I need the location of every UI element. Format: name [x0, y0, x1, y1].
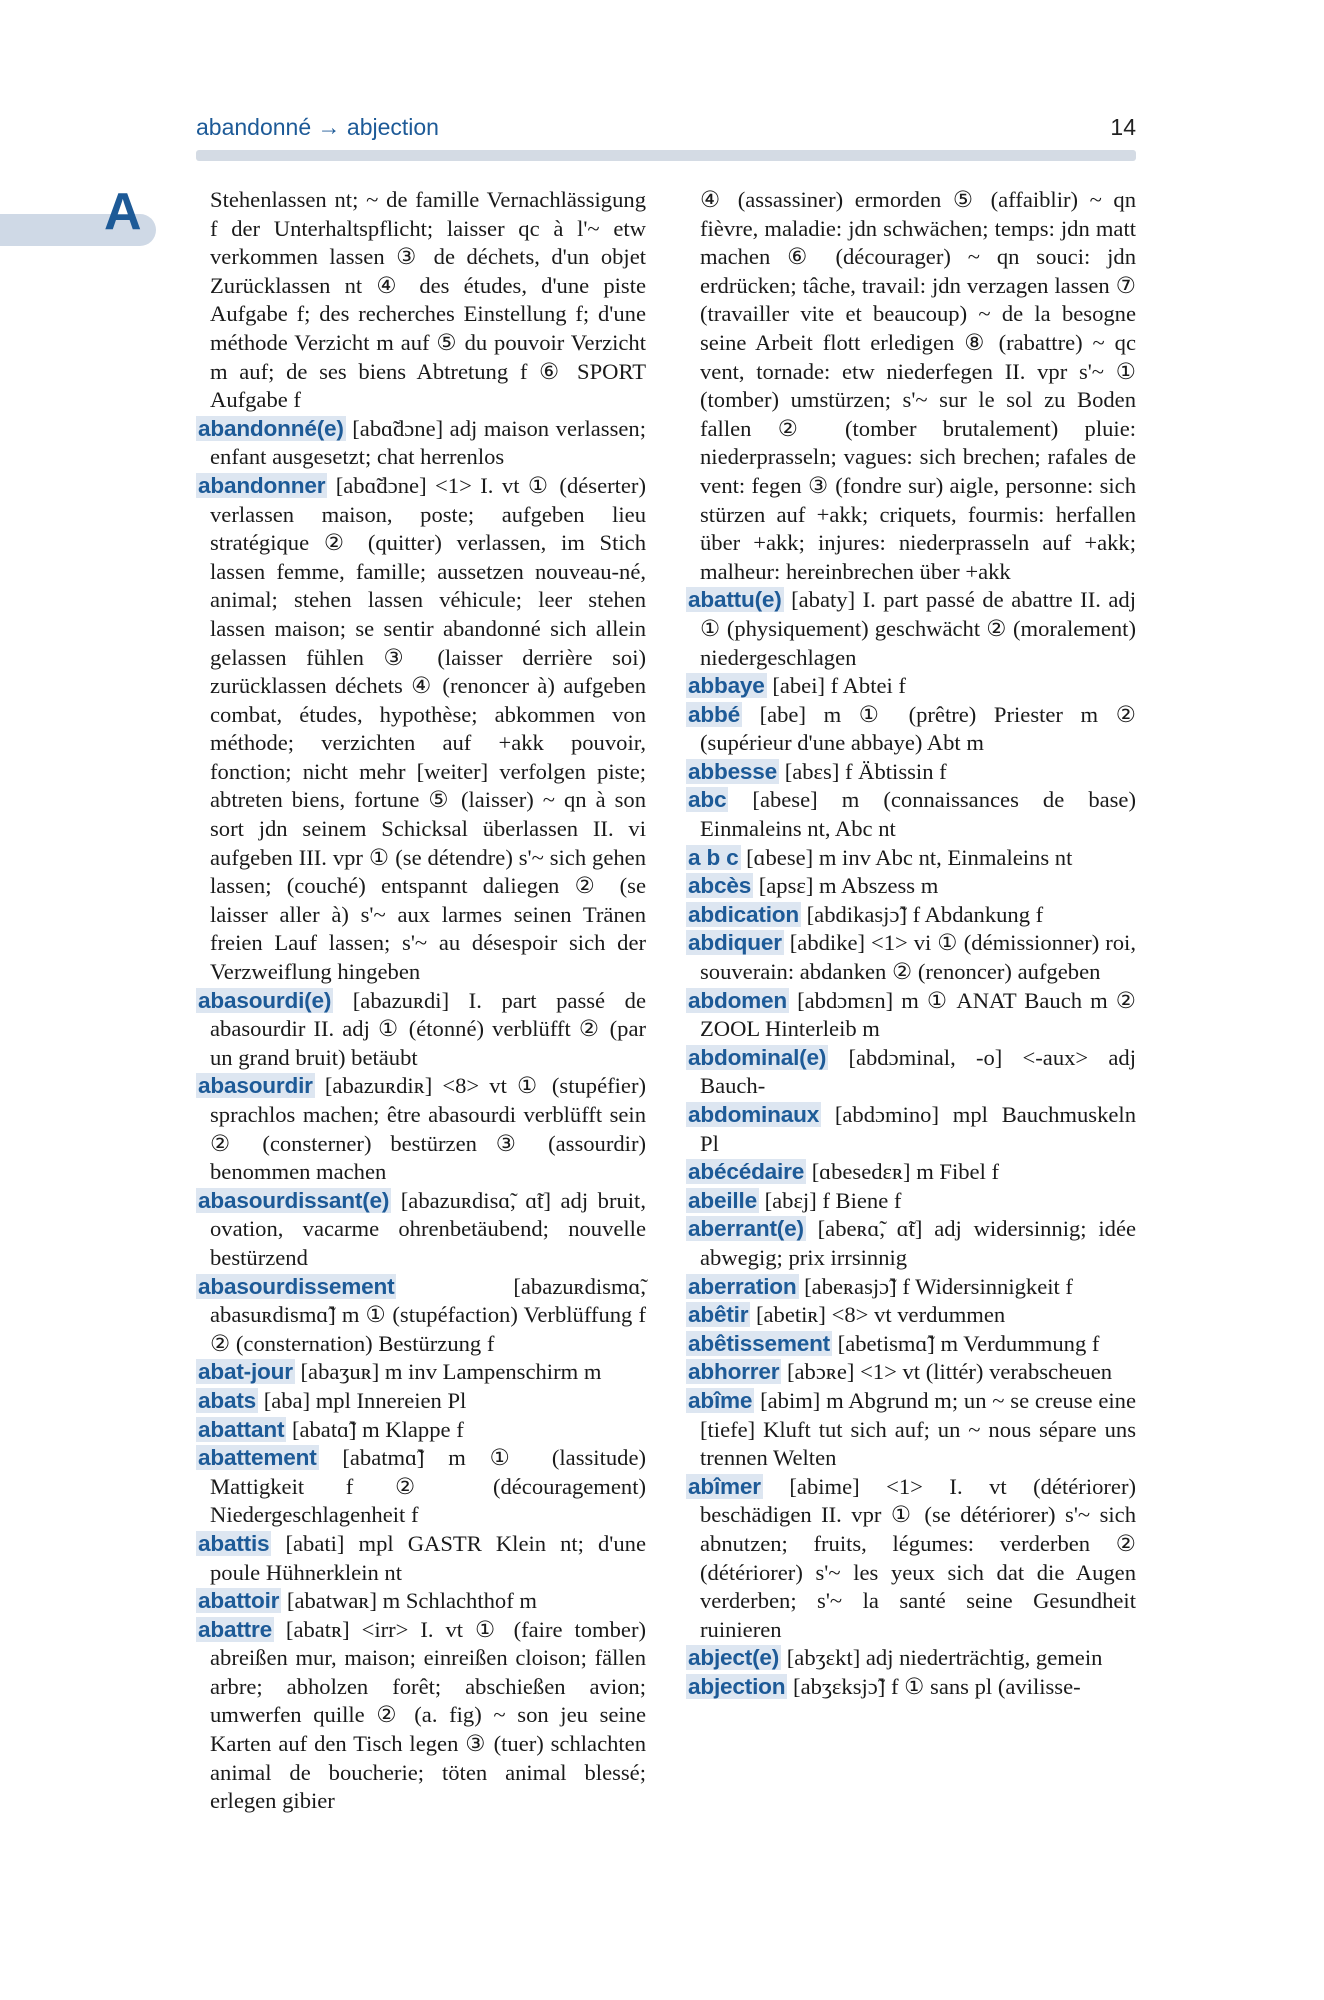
entry-definition: [abdɔmɛn] m ① ANAT Bauch m ② ZOOL Hinterleib m — [700, 987, 1136, 1042]
dictionary-entry — [686, 1644, 1136, 1673]
dictionary-entry — [196, 1616, 646, 1816]
dictionary-entry — [686, 786, 1136, 843]
entry-definition: [abʒɛksjɔ̃] f ① sans pl (avilisse- — [793, 1673, 1081, 1699]
entry-headword: abattement — [198, 1445, 317, 1471]
dictionary-entry — [686, 1187, 1136, 1216]
dictionary-entry — [196, 1587, 646, 1616]
entry-definition: [abɛj] f Biene f — [764, 1187, 902, 1213]
entry-headword: abhorrer — [688, 1359, 780, 1385]
entry-definition: [abime] <1> I. vt (détériorer) beschädigen II. vpr ① (se détériorer) s'~ sich abnutzen; fruits, légumes: verderben ② (détériorer) s'~ les yeux sich dat die Augen verderben; s'~ la santé seine Gesundheit ruinieren — [700, 1473, 1136, 1642]
entry-headword: abasourdir — [198, 1073, 313, 1099]
dictionary-entry — [686, 1330, 1136, 1359]
entry-definition: [abaty] I. part passé de abattre II. adj ① (physiquement) geschwächt ② (moralement) niedergeschlagen — [700, 587, 1136, 670]
entry-definition: [ɑbese] m inv Abc nt, Einmaleins nt — [746, 844, 1073, 870]
entry-definition: [abdikasjɔ̃] f Abdankung f — [806, 901, 1044, 927]
dictionary-entry — [686, 987, 1136, 1044]
entry-definition: [abɑ̃dɔne] adj maison verlassen; enfant ausgesetzt; chat herrenlos — [210, 415, 646, 470]
guide-words: abandonné → abjection — [196, 114, 439, 140]
dictionary-entry — [196, 186, 646, 415]
entry-headword: abjection — [688, 1673, 786, 1699]
entry-headword: aberrant(e) — [688, 1216, 804, 1242]
dictionary-entry — [686, 1387, 1136, 1473]
entry-definition: [abatmɑ̃] m ① (lassitude) Mattigkeit f ② (découragement) Niedergeschlagenheit f — [210, 1445, 646, 1528]
entry-definition: [abaʒuʀ] m inv Lampenschirm m — [300, 1359, 602, 1385]
dictionary-entry — [686, 1301, 1136, 1330]
entry-definition: [abim] m Abgrund m; un ~ se creuse eine [tiefe] Kluft tut sich auf; un ~ nous sépare uns trennen Welten — [700, 1387, 1136, 1471]
entry-definition: [apsɛ] m Abszess m — [758, 873, 939, 899]
page-number: 14 — [1110, 114, 1136, 140]
entry-definition: ④ (assassiner) ermorden ⑤ (affaiblir) ~ qn fièvre, maladie: jdn schwächen; temps: jdn matt machen ⑥ (décourager) ~ qn souci: jdn erdrücken; tâche, travail: jdn verzagen lassen ⑦ (travailler vite et beaucoup) ~ de la besogne seine Arbeit flott erledigen ⑧ (rabattre) ~ qc vent, tornade: etw niederfegen II. vpr s'~ ① (tomber) umstürzen; s'~ sur le sol zu Boden fallen ② (tomber brutalement) pluie: niederprasseln; vagues: sich brechen; rafales de vent: fegen ③ (fondre sur) aigle, personne: sich stürzen auf +akk; criquets, fourmis: herfallen über +akk; injures: niederprasseln auf +akk; malheur: hereinbrechen über +akk — [700, 187, 1136, 584]
entry-headword: abdominal(e) — [688, 1044, 827, 1070]
entry-definition: [abdɔmino] mpl Bauchmuskeln Pl — [700, 1102, 1136, 1156]
entry-headword: abécédaire — [688, 1159, 805, 1185]
dictionary-entry — [686, 1044, 1136, 1101]
entry-definition: Stehenlassen nt; ~ de famille Vernachlässigung f der Unterhaltspflicht; laisser qc à l'~ etw verkommen lassen ③ de déchets, d'un objet Zurücklassen nt ④ des études, d'une piste Aufgabe f; des recherches Einstellung f; d'une méthode Verzicht m auf ⑤ du pouvoir Verzicht m auf; de ses biens Abtretung f ⑥ SPORT Aufgabe f — [210, 187, 646, 413]
entry-headword: abject(e) — [688, 1645, 780, 1671]
entry-headword: abdication — [688, 901, 799, 927]
entry-headword: abêtissement — [688, 1330, 831, 1356]
left-column — [196, 186, 646, 1816]
entry-headword: abdiquer — [688, 930, 782, 956]
dictionary-entry — [686, 1673, 1136, 1702]
entry-headword: abat-jour — [198, 1359, 293, 1385]
entry-definition: [abɔʀe] <1> vt (littér) verabscheuen — [786, 1359, 1113, 1385]
entry-definition: [abdɔminal, -o] <-aux> adj Bauch- — [700, 1044, 1136, 1099]
entry-definition: [abetiʀ] <8> vt verdummen — [755, 1302, 1006, 1328]
entry-headword: abbesse — [688, 758, 778, 784]
dictionary-entry — [196, 1530, 646, 1587]
entry-definition: [abatɑ̃] m Klappe f — [291, 1416, 464, 1442]
dictionary-entry — [686, 929, 1136, 986]
entry-definition: [abazuʀdisɑ̃, ɑ̃t] adj bruit, ovation, vacarme ohrenbetäubend; nouvelle bestürzend — [210, 1187, 646, 1270]
entry-headword: abcès — [688, 873, 752, 899]
entry-headword: abattre — [198, 1616, 272, 1642]
dictionary-entry — [686, 844, 1136, 873]
entry-definition: [abese] m (connaissances de base) Einmaleins nt, Abc nt — [700, 787, 1136, 842]
dictionary-entry — [686, 1215, 1136, 1272]
entry-headword: abattu(e) — [688, 587, 782, 613]
dictionary-entry — [196, 472, 646, 987]
entry-headword: abdominaux — [688, 1102, 820, 1127]
dictionary-entry — [686, 672, 1136, 701]
entry-headword: abc — [688, 787, 727, 813]
entry-headword: abasourdissement — [198, 1273, 395, 1299]
entry-headword: abattoir — [198, 1588, 280, 1614]
thumb-index-letter: A — [104, 183, 142, 241]
dictionary-entry — [196, 987, 646, 1073]
right-column — [686, 186, 1136, 1701]
entry-headword: abattant — [198, 1416, 285, 1442]
dictionary-entry — [196, 1444, 646, 1530]
entry-headword: abandonné(e) — [198, 415, 344, 441]
header-rule — [196, 150, 1136, 161]
dictionary-entry — [686, 1158, 1136, 1187]
entry-definition: [abɛs] f Äbtissin f — [784, 758, 947, 784]
entry-definition: [abe] m ① (prêtre) Priester m ② (supérieur d'une abbaye) Abt m — [700, 701, 1136, 756]
entry-headword: a b c — [688, 844, 739, 870]
entry-definition: [abazuʀdiʀ] <8> vt ① (stupéfier) sprachlos machen; être abasourdi verblüfft sein ② (consterner) bestürzen ③ (assourdir) benommen machen — [210, 1073, 646, 1185]
dictionary-entry — [686, 1101, 1136, 1158]
dictionary-entry — [686, 586, 1136, 672]
entry-definition: [ɑbesedɛʀ] m Fibel f — [811, 1159, 1000, 1185]
entry-definition: [abazuʀdismɑ̃, abasuʀdismɑ̃] m ① (stupéfaction) Verblüffung f ② (consternation) Bestürzung f — [210, 1273, 646, 1356]
entry-definition: [abatʀ] <irr> I. vt ① (faire tomber) abreißen mur, maison; einreißen cloison; fällen arbre; abholzen forêt; abschießen avion; umwerfen quille ② (a. fig) ~ son jeu seine Karten auf den Tisch legen ③ (tuer) schlachten animal de boucherie; töten animal blessé; erlegen gibier — [210, 1616, 646, 1814]
entry-headword: abattis — [198, 1530, 270, 1556]
dictionary-entry — [686, 1473, 1136, 1645]
entry-definition: [abati] mpl GASTR Klein nt; d'une poule Hühnerklein nt — [210, 1530, 646, 1585]
dictionary-entry — [196, 1387, 646, 1416]
entry-headword: abeille — [688, 1187, 757, 1213]
entry-headword: abîme — [688, 1387, 753, 1413]
entry-definition: [abʒɛkt] adj niederträchtig, gemein — [786, 1645, 1103, 1671]
entry-definition: [abeʀɑ̃, ɑ̃t] adj widersinnig; idée abwegig; prix irrsinnig — [700, 1216, 1137, 1270]
entry-definition: [abɑ̃dɔne] <1> I. vt ① (déserter) verlassen maison, poste; aufgeben lieu stratégique ② (quitter) verlassen, im Stich lassen femme, famille; aussetzen nouveau-né, animal; stehen lassen véhicule; leer stehen lassen maison; se sentir abandonné sich allein gelassen fühlen ③ (laisser derrière soi) zurücklassen déchets ④ (renoncer à) aufgeben combat, études, hypothèse; abkommen von méthode; verzichten auf +akk pouvoir, fonction; nicht mehr [weiter] verfolgen piste; abtreten biens, fortune ⑤ (laisser) ~ qn à son sort jdn seinem Schicksal überlassen II. vi aufgeben III. vpr ① (se détendre) s'~ sich gehen lassen; (couché) entspannt daliegen ② (se laisser aller à) s'~ aux larmes seinen Tränen freien Lauf lassen; s'~ au désespoir sich der Verzweiflung hingeben — [210, 472, 646, 985]
entry-headword: abêtir — [688, 1302, 749, 1328]
entry-definition: [aba] mpl Innereien Pl — [263, 1387, 467, 1413]
dictionary-entry — [196, 1416, 646, 1445]
dictionary-entry — [196, 415, 646, 472]
running-header — [196, 114, 1136, 148]
dictionary-entry — [686, 701, 1136, 758]
entry-headword: abats — [198, 1387, 257, 1413]
dictionary-entry — [686, 186, 1136, 586]
entry-headword: aberration — [688, 1273, 797, 1299]
entry-definition: [abatwaʀ] m Schlachthof m — [286, 1588, 537, 1614]
dictionary-entry — [686, 872, 1136, 901]
entry-headword: abasourdissant(e) — [198, 1187, 390, 1213]
entry-definition: [abei] f Abtei f — [772, 673, 906, 699]
dictionary-entry — [196, 1072, 646, 1186]
entry-headword: abandonner — [198, 472, 326, 498]
entry-definition: [abdike] <1> vi ① (démissionner) roi, souverain: abdanken ② (renoncer) aufgeben — [700, 930, 1136, 985]
dictionary-entry — [686, 1273, 1136, 1302]
entry-definition: [abetismɑ̃] m Verdummung f — [837, 1330, 1100, 1356]
dictionary-entry — [196, 1187, 646, 1273]
entry-headword: abdomen — [688, 987, 788, 1013]
dictionary-entry — [686, 1358, 1136, 1387]
entry-headword: abbaye — [688, 673, 765, 699]
dictionary-entry — [686, 758, 1136, 787]
entry-headword: abbé — [688, 701, 740, 727]
dictionary-entry — [686, 901, 1136, 930]
entry-headword: abasourdi(e) — [198, 987, 332, 1013]
entry-definition: [abazuʀdi] I. part passé de abasourdir II. adj ① (étonné) verblüfft ② (par un grand bruit) betäubt — [210, 987, 646, 1070]
dictionary-entry — [196, 1273, 646, 1359]
entry-definition: [abeʀasjɔ̃] f Widersinnigkeit f — [804, 1273, 1073, 1299]
entry-headword: abîmer — [688, 1473, 761, 1499]
dictionary-entry — [196, 1358, 646, 1387]
